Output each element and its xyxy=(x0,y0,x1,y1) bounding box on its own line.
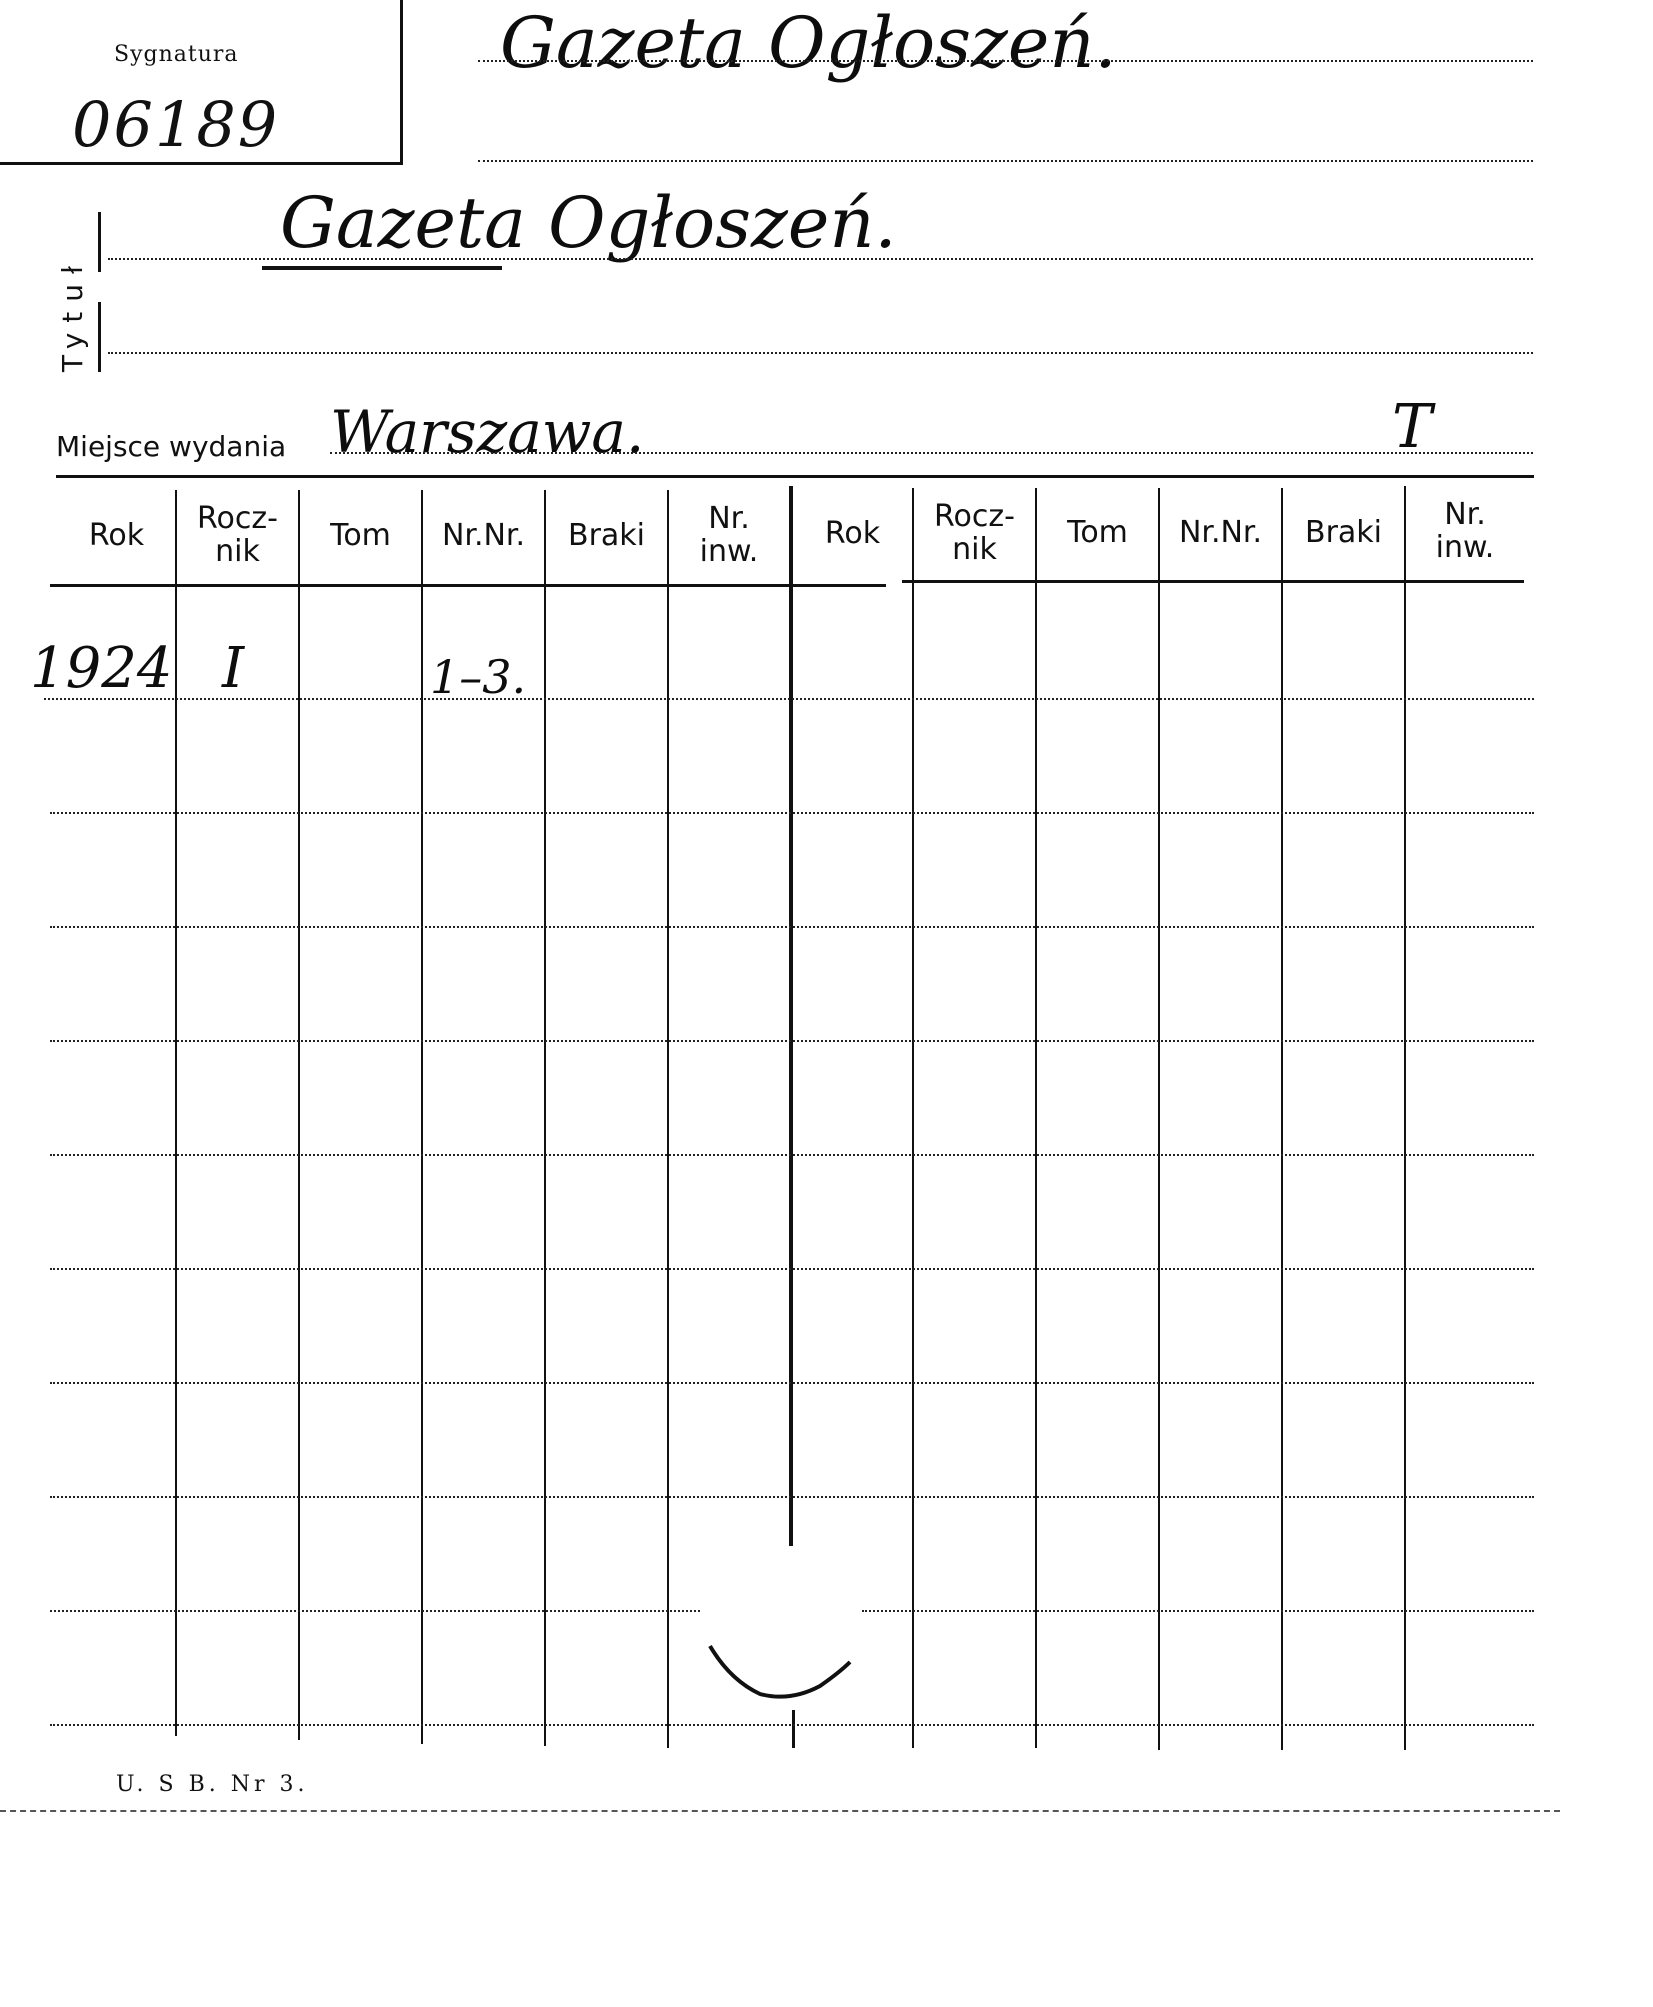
header-dotted-line-1 xyxy=(478,60,1533,62)
row-1-rocznik: I xyxy=(222,636,245,701)
col-separator-10 xyxy=(1281,488,1283,1750)
row-1-rok: 1924 xyxy=(30,636,173,701)
row-line-6 xyxy=(50,1268,1534,1270)
row-line-9-right xyxy=(862,1610,1534,1612)
title-underline xyxy=(262,266,502,270)
row-line-5 xyxy=(50,1154,1534,1156)
row-line-1 xyxy=(44,698,1534,700)
row-line-2 xyxy=(50,812,1534,814)
col-separator-2 xyxy=(298,490,300,1740)
title-value-handwritten: Gazeta Ogłoszeń. xyxy=(280,182,897,264)
col-header-nrinw-1: Nr. inw. xyxy=(699,501,759,569)
col-header-tom-1: Tom xyxy=(330,518,391,553)
title-bracket-1 xyxy=(98,212,101,272)
col-separator-3 xyxy=(421,490,423,1744)
col-header-rocznik-1: Rocz- nik xyxy=(197,501,278,569)
col-header-tom-2: Tom xyxy=(1067,515,1128,550)
col-separator-5 xyxy=(667,490,669,1748)
table-top-border xyxy=(56,475,1534,478)
place-value-handwritten: Warszawa. xyxy=(330,398,645,466)
header-title-handwritten: Gazeta Ogłoszeń. xyxy=(500,2,1117,84)
title-dotted-line-2 xyxy=(108,352,1533,354)
col-separator-9 xyxy=(1158,488,1160,1750)
signature-box-right-border xyxy=(400,0,403,164)
row-line-3 xyxy=(50,926,1534,928)
col-header-braki-2: Braki xyxy=(1304,515,1382,550)
place-mark-handwritten: T xyxy=(1392,392,1433,462)
col-header-rok-1: Rok xyxy=(88,518,145,553)
col-separator-1 xyxy=(175,490,177,1736)
form-number: U. S B. Nr 3. xyxy=(116,1772,309,1797)
col-separator-7 xyxy=(912,488,914,1748)
row-line-10 xyxy=(50,1724,1534,1726)
col-separator-center xyxy=(789,486,793,1546)
signature-value: 06189 xyxy=(72,88,280,161)
col-header-rocznik-2: Rocz- nik xyxy=(934,499,1015,567)
col-header-braki-1: Braki xyxy=(567,518,645,553)
col-header-nrinw-2: Nr. inw. xyxy=(1435,497,1495,565)
row-1-nrnr: 1–3. xyxy=(430,650,527,704)
row-line-9-left xyxy=(50,1610,700,1612)
card-bottom-edge xyxy=(0,1810,1560,1812)
punch-mark xyxy=(700,1630,860,1710)
col-header-nrnr-1: Nr.Nr. xyxy=(441,518,526,553)
row-line-8 xyxy=(50,1496,1534,1498)
col-header-nrnr-2: Nr.Nr. xyxy=(1178,515,1263,550)
signature-box-bottom-border xyxy=(0,162,403,165)
col-separator-8 xyxy=(1035,488,1037,1748)
place-label: Miejsce wydania xyxy=(56,430,287,463)
place-dotted-line xyxy=(330,452,1533,454)
title-dotted-line-1 xyxy=(108,258,1533,260)
signature-label: Sygnatura xyxy=(114,42,239,67)
col-separator-4 xyxy=(544,490,546,1746)
col-separator-center-stub xyxy=(792,1710,795,1748)
title-bracket-2 xyxy=(98,302,101,372)
table-header-bottom-border-right xyxy=(902,580,1524,583)
header-dotted-line-2 xyxy=(478,160,1533,162)
title-label: Tytuł xyxy=(56,256,89,372)
row-line-7 xyxy=(50,1382,1534,1384)
col-separator-11 xyxy=(1404,486,1406,1750)
row-line-4 xyxy=(50,1040,1534,1042)
col-header-rok-2: Rok xyxy=(824,516,881,551)
